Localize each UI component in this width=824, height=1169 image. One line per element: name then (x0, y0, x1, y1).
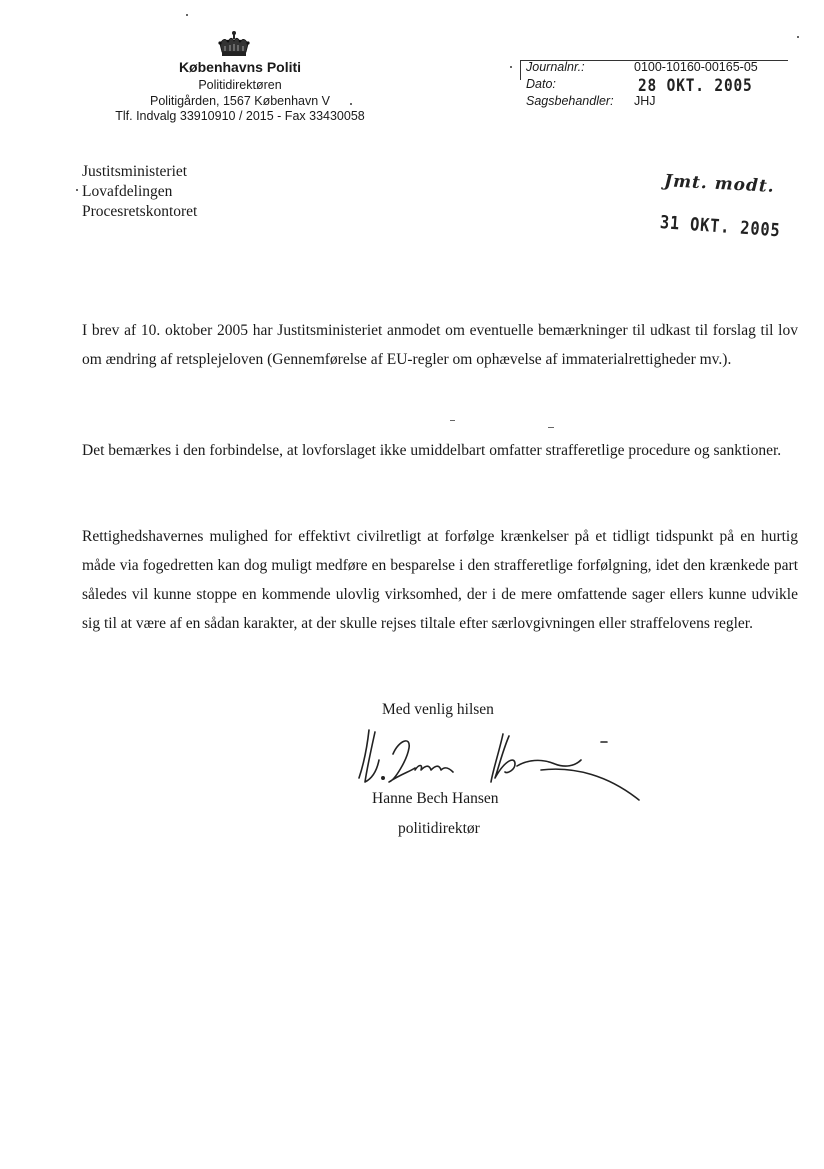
body-paragraph-1: I brev af 10. oktober 2005 har Justitsministeriet anmodet om eventuelle bemærkninger til udkast til forslag til lov om ændring af retsplejeloven (Gennemførelse af EU-regler om ophævelse af immaterialrettigheder mv.). (82, 322, 798, 368)
signer-title: politidirektør (398, 820, 480, 837)
journal-label: Journalnr.: (526, 60, 585, 74)
scan-speck (76, 189, 78, 191)
signer-name: Hanne Bech Hansen (372, 790, 499, 807)
scan-speck (797, 36, 799, 38)
body-paragraph-3: Rettighedshavernes mulighed for effektivt civilretligt at forfølge krænkelser på et tidligt tidspunkt på en hurtig måde via fogedretten kan dog muligt medføre en besparelse i den strafferetlige forfølgning, idet den krænkede part således vil kunne stoppe en kommende ulovlig virksomhed, der i de mere omfattende sager ellers kunne udvikle sig til at være af en sådan karakter, at der skulle rejses tiltale efter særlovgivningen eller straffelovens regler. (82, 528, 798, 632)
closing-greeting: Med venlig hilsen (382, 701, 494, 718)
recipient-line-3: Procesretskontoret (82, 203, 198, 220)
date-stamp: 28 OKT. 2005 (638, 76, 753, 96)
meta-bracket (520, 60, 521, 80)
received-stamp-label: Jmt. modt. (663, 171, 776, 197)
org-phone: Tlf. Indvalg 33910910 / 2015 - Fax 33430058 (115, 109, 365, 123)
recipient-line-2: Lovafdelingen (82, 183, 173, 200)
date-label: Dato: (526, 77, 556, 91)
crown-logo-icon (216, 30, 252, 60)
body-paragraph-2: Det bemærkes i den forbindelse, at lovforslaget ikke umiddelbart omfatter strafferetlige procedure og sanktioner. (82, 442, 782, 459)
scan-speck (350, 103, 352, 105)
handler-initials: JHJ (634, 94, 656, 108)
recipient-line-1: Justitsministeriet (82, 163, 188, 180)
scan-speck (548, 427, 554, 428)
scan-speck (186, 14, 188, 16)
org-address: Politigården, 1567 København V (150, 94, 330, 108)
journal-number: 0100-10160-00165-05 (634, 60, 758, 74)
scan-speck (510, 66, 512, 68)
org-department: Politidirektøren (198, 78, 282, 92)
handler-label: Sagsbehandler: (526, 94, 614, 108)
scan-speck (450, 420, 455, 421)
received-stamp-date: 31 OKT. 2005 (659, 212, 782, 242)
org-name: Københavns Politi (178, 59, 302, 75)
